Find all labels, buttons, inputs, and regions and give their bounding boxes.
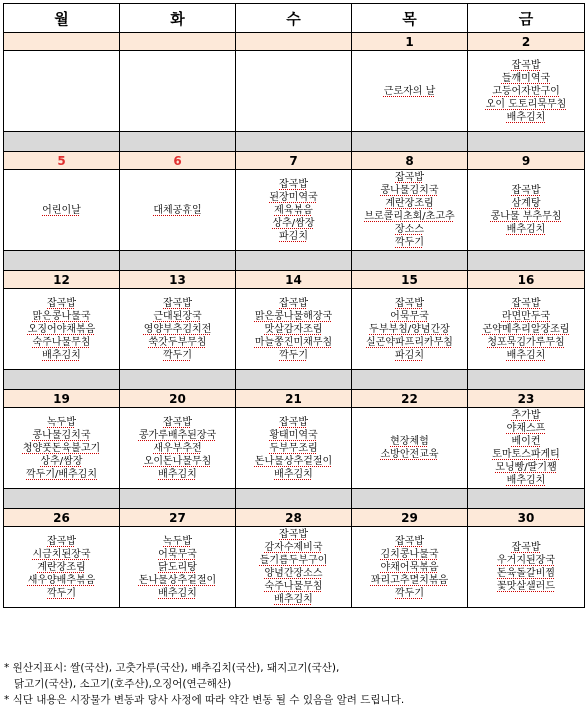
date-cell: 1 <box>352 33 468 51</box>
spacer-cell <box>120 251 236 271</box>
menu-item: 배추김치 <box>158 587 197 599</box>
spacer-cell <box>4 370 120 390</box>
spacer-cell <box>468 251 585 271</box>
menu-item: 잡곡밥 <box>511 297 541 309</box>
menu-item: 삼계탕 <box>511 198 541 209</box>
menu-item: 어린이날 <box>42 204 81 216</box>
date-cell: 26 <box>4 509 120 527</box>
menu-item: 새우양배추볶음 <box>27 574 96 586</box>
menu-item: 숙주나물무침 <box>32 336 91 348</box>
menu-item: 베이컨 <box>511 436 541 447</box>
menu-item: 콩나물김치국 <box>32 429 91 441</box>
menu-cell <box>236 289 352 370</box>
spacer-cell <box>120 132 236 152</box>
menu-item: 소방안전교육 <box>380 449 439 460</box>
menu-item: 청양풋돈육불고기 <box>22 442 101 454</box>
menu-item: 돈나물상추겉절이 <box>254 455 333 467</box>
menu-item: 잡곡밥 <box>163 297 192 309</box>
menu-item: 잡곡밥 <box>395 172 424 183</box>
menu-item: 어묵무국 <box>158 548 197 560</box>
menu-item: 어묵무국 <box>390 310 429 322</box>
menu-cell <box>236 527 352 608</box>
date-cell: 5 <box>4 152 120 170</box>
menu-item: 모닝빵/딸기쨈 <box>495 462 557 473</box>
menu-cell <box>120 51 236 132</box>
menu-item: 상추/쌈장 <box>40 455 83 467</box>
spacer-cell <box>4 489 120 509</box>
menu-item: 잡곡밥 <box>395 535 424 547</box>
menu-item: 토마토스파게티 <box>492 449 560 460</box>
menu-cell <box>120 527 236 608</box>
menu-item: 영양부추김치전 <box>143 323 212 335</box>
menu-row <box>4 51 585 132</box>
menu-item: 배추김치 <box>274 468 313 480</box>
menu-row <box>4 408 585 489</box>
menu-item: 꽈리고추멸치볶음 <box>370 574 449 586</box>
spacer-row <box>4 251 585 271</box>
menu-cell <box>352 527 468 608</box>
menu-item: 파김치 <box>279 230 308 242</box>
date-cell: 16 <box>468 271 585 289</box>
menu-item: 닭도리탕 <box>158 561 197 573</box>
menu-cell <box>236 51 352 132</box>
menu-item: 두부부침/양념간장 <box>369 323 450 335</box>
origin-note-line1: * 원산지표시: 쌀(국산), 고춧가루(국산), 배추김치(국산), 돼지고기(국산), <box>4 662 340 674</box>
menu-cell <box>468 170 585 251</box>
date-cell: 22 <box>352 390 468 408</box>
date-cell <box>4 33 120 51</box>
date-cell: 30 <box>468 509 585 527</box>
menu-item: 잡곡밥 <box>47 297 76 309</box>
menu-item: 배추김치 <box>158 468 197 480</box>
menu-item: 배추김치 <box>506 475 546 486</box>
menu-item: 야채스프 <box>506 423 546 434</box>
menu-item: 현장체험 <box>390 436 429 447</box>
menu-item: 근대된장국 <box>153 310 202 322</box>
menu-cell <box>236 170 352 251</box>
menu-item: 들깨미역국 <box>501 72 551 84</box>
menu-item: 야채어묵볶음 <box>380 561 439 573</box>
menu-item: 깍두기 <box>395 237 424 248</box>
menu-item: 잡곡밥 <box>279 416 308 428</box>
menu-item: 계란장조림 <box>37 561 86 573</box>
date-cell: 15 <box>352 271 468 289</box>
meal-calendar <box>3 3 585 608</box>
menu-cell <box>352 408 468 489</box>
weekday-tue: 화 <box>120 4 236 33</box>
footnotes <box>4 660 584 708</box>
menu-cell <box>352 289 468 370</box>
menu-item: 우거지된장국 <box>497 555 555 566</box>
date-cell: 23 <box>468 390 585 408</box>
menu-item: 새우부추전 <box>153 442 202 454</box>
menu-item: 추가밥 <box>511 410 541 421</box>
spacer-cell <box>4 251 120 271</box>
spacer-row <box>4 132 585 152</box>
menu-item: 라면만두국 <box>501 310 551 322</box>
menu-item: 곤약메추리알장조림 <box>482 323 570 335</box>
menu-item: 깍두기 <box>163 349 192 361</box>
spacer-cell <box>468 132 585 152</box>
menu-item: 오이돈나물무침 <box>143 455 212 467</box>
date-cell: 19 <box>4 390 120 408</box>
menu-cell <box>352 51 468 132</box>
date-cell: 8 <box>352 152 468 170</box>
menu-item: 맑은콩나물해장국 <box>254 310 333 322</box>
spacer-cell <box>352 251 468 271</box>
date-cell: 6 <box>120 152 236 170</box>
menu-cell <box>352 170 468 251</box>
menu-cell <box>4 408 120 489</box>
date-cell <box>120 33 236 51</box>
menu-item: 돈나물상추겉절이 <box>138 574 217 586</box>
weekday-thu: 목 <box>352 4 468 33</box>
menu-item: 실곤약파프리카무침 <box>366 336 453 348</box>
menu-item: 근로자의 날 <box>383 85 436 97</box>
menu-item: 감자수제비국 <box>264 542 323 553</box>
date-row <box>4 33 585 51</box>
date-row <box>4 271 585 289</box>
date-cell: 13 <box>120 271 236 289</box>
origin-note-line2: 닭고기(국산), 소고기(호주산),오징어(연근해산) <box>14 678 232 690</box>
weekday-fri: 금 <box>468 4 585 33</box>
spacer-row <box>4 370 585 390</box>
menu-item: 양념간장소스 <box>264 568 323 579</box>
menu-item: 마늘쫑진미채무침 <box>254 336 333 348</box>
menu-cell <box>4 51 120 132</box>
menu-item: 대체공휴일 <box>153 204 202 216</box>
menu-item: 들기름두부구이 <box>259 555 328 566</box>
menu-row <box>4 170 585 251</box>
spacer-cell <box>120 489 236 509</box>
weekday-header-row <box>4 4 585 33</box>
menu-cell <box>4 170 120 251</box>
menu-item: 맛살감자조림 <box>264 323 323 335</box>
date-cell: 27 <box>120 509 236 527</box>
menu-item: 배추김치 <box>42 349 81 361</box>
menu-item: 콩나물 부추무침 <box>490 211 562 222</box>
spacer-cell <box>352 489 468 509</box>
menu-item: 잡곡밥 <box>395 297 424 309</box>
spacer-cell <box>352 132 468 152</box>
menu-item: 꽃맛살샐러드 <box>497 581 555 592</box>
menu-item: 김치콩나물국 <box>380 548 439 560</box>
menu-item: 맑은콩나물국 <box>32 310 91 322</box>
date-cell: 7 <box>236 152 352 170</box>
menu-item: 시금치된장국 <box>32 548 91 560</box>
spacer-row <box>4 489 585 509</box>
spacer-cell <box>120 370 236 390</box>
menu-item: 깍두기/배추김치 <box>26 468 97 480</box>
menu-item: 깍두기 <box>395 587 424 599</box>
disclaimer-note: * 식단 내용은 시장물가 변동과 당사 사정에 따라 약간 변동 될 수 있음을 알려 드립니다. <box>4 694 405 706</box>
menu-item: 녹두밥 <box>163 535 192 547</box>
menu-item: 계란장조림 <box>385 198 434 209</box>
spacer-cell <box>352 370 468 390</box>
menu-item: 녹두밥 <box>47 416 76 428</box>
menu-item: 상추/쌈장 <box>272 217 315 229</box>
menu-item: 고등어자반구이 <box>492 85 560 97</box>
menu-cell <box>120 170 236 251</box>
menu-item: 장소스 <box>395 224 424 235</box>
menu-cell <box>468 408 585 489</box>
menu-item: 배추김치 <box>506 111 546 123</box>
spacer-cell <box>468 370 585 390</box>
menu-cell <box>4 289 120 370</box>
menu-row <box>4 527 585 608</box>
menu-item: 오징어야채볶음 <box>27 323 96 335</box>
menu-item: 숙주나물무침 <box>264 581 323 592</box>
date-row <box>4 390 585 408</box>
date-cell: 21 <box>236 390 352 408</box>
date-row <box>4 152 585 170</box>
spacer-cell <box>468 489 585 509</box>
menu-item: 브로콜리초회/초고추 <box>364 211 455 222</box>
spacer-cell <box>236 132 352 152</box>
spacer-cell <box>236 251 352 271</box>
menu-item: 잡곡밥 <box>279 297 308 309</box>
menu-item: 잡곡밥 <box>511 185 541 196</box>
menu-item: 청포묵김가루무침 <box>487 336 565 348</box>
menu-item: 잡곡밥 <box>163 416 192 428</box>
menu-cell <box>468 289 585 370</box>
menu-item: 콩가루배추된장국 <box>138 429 217 441</box>
menu-item: 쑥갓두부무침 <box>148 336 207 348</box>
date-cell: 29 <box>352 509 468 527</box>
menu-cell <box>120 408 236 489</box>
spacer-cell <box>236 489 352 509</box>
menu-item: 돈육돌갈비찜 <box>497 568 555 579</box>
date-cell: 2 <box>468 33 585 51</box>
date-cell: 28 <box>236 509 352 527</box>
menu-cell <box>468 51 585 132</box>
spacer-cell <box>4 132 120 152</box>
menu-item: 깍두기 <box>279 349 308 361</box>
weekday-mon: 월 <box>4 4 120 33</box>
menu-item: 배추김치 <box>274 594 313 605</box>
menu-item: 된장미역국 <box>269 191 318 203</box>
date-cell: 20 <box>120 390 236 408</box>
date-cell: 9 <box>468 152 585 170</box>
menu-item: 배추김치 <box>506 349 546 361</box>
menu-item: 두부무조림 <box>269 442 318 454</box>
menu-item: 제육볶음 <box>274 204 313 216</box>
calendar-body <box>4 4 585 608</box>
menu-item: 잡곡밥 <box>279 529 308 540</box>
menu-cell <box>120 289 236 370</box>
date-cell: 12 <box>4 271 120 289</box>
menu-item: 잡곡밥 <box>47 535 76 547</box>
menu-item: 깍두기 <box>47 587 76 599</box>
date-row <box>4 509 585 527</box>
menu-item: 황태미역국 <box>269 429 318 441</box>
weekday-wed: 수 <box>236 4 352 33</box>
menu-item: 잡곡밥 <box>279 178 308 190</box>
menu-cell <box>4 527 120 608</box>
menu-cell <box>468 527 585 608</box>
menu-item: 콩나물김치국 <box>380 185 439 196</box>
spacer-cell <box>236 370 352 390</box>
menu-row <box>4 289 585 370</box>
menu-item: 잡곡밥 <box>511 542 541 553</box>
menu-cell <box>236 408 352 489</box>
menu-item: 오이 도토리묵무침 <box>485 98 567 110</box>
date-cell <box>236 33 352 51</box>
menu-item: 잡곡밥 <box>511 59 541 71</box>
menu-item: 배추김치 <box>506 224 546 235</box>
menu-item: 파김치 <box>395 349 424 361</box>
date-cell: 14 <box>236 271 352 289</box>
